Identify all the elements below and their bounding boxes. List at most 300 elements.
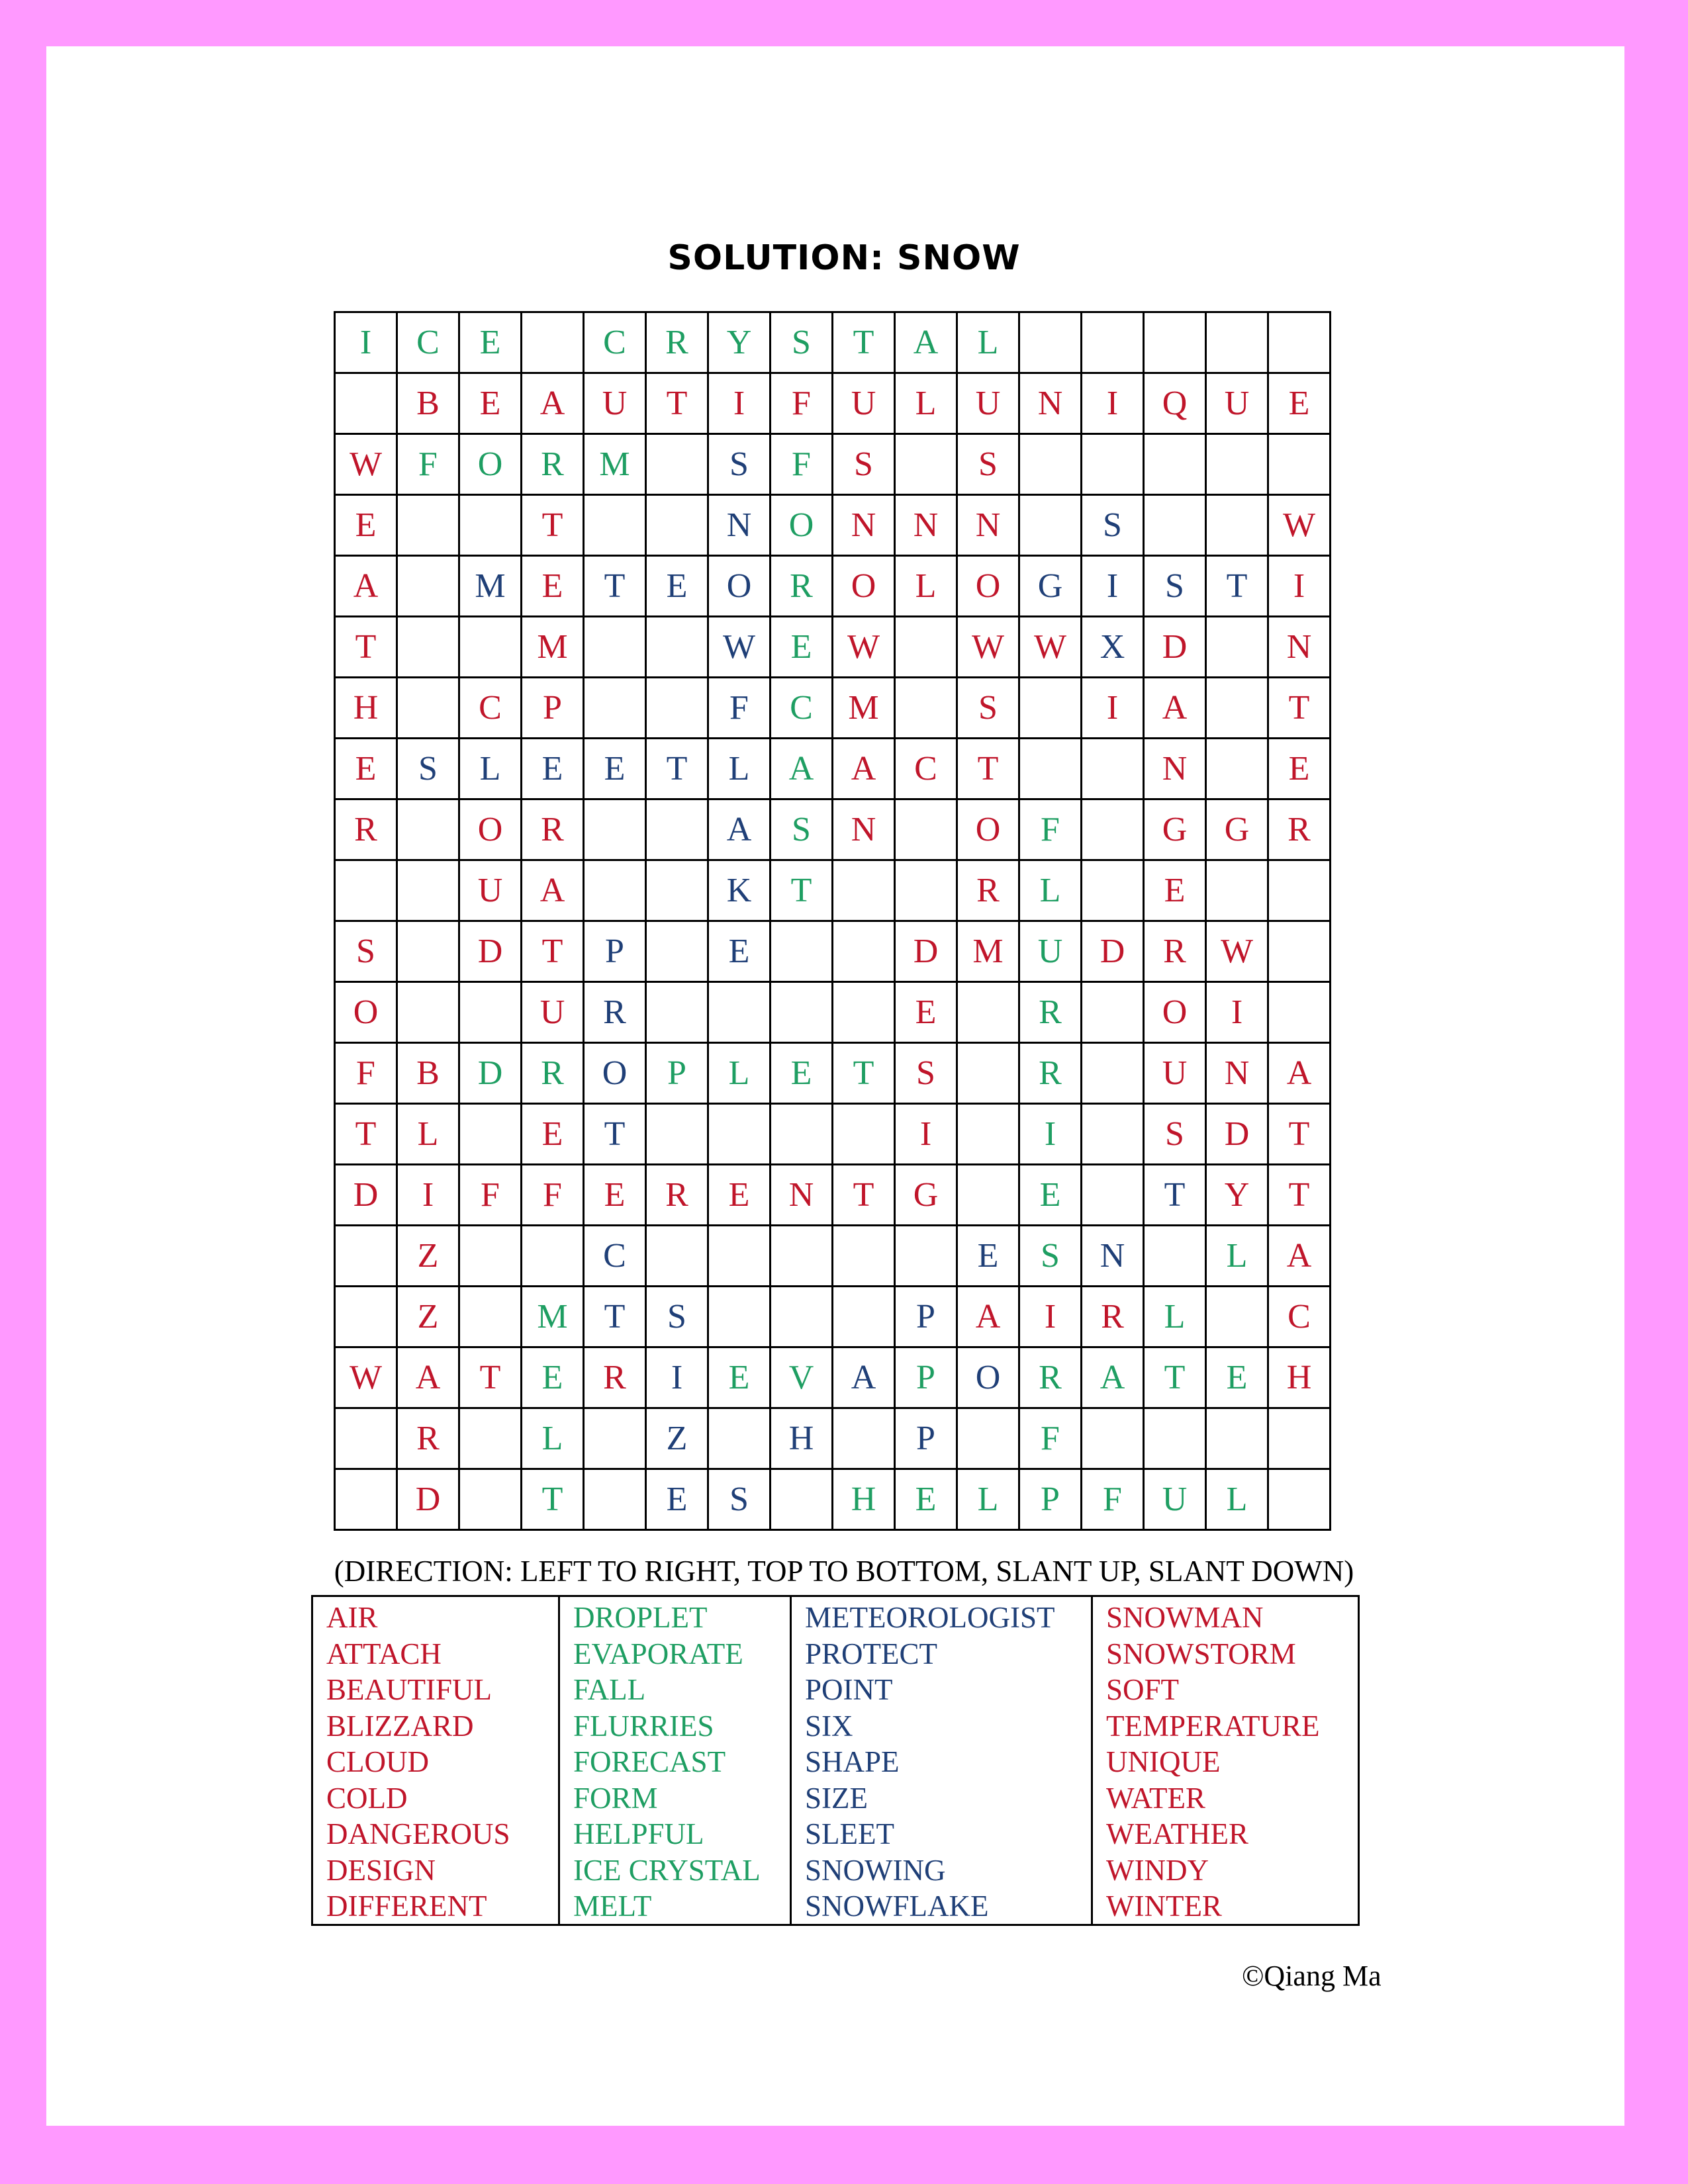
grid-row (335, 982, 1331, 1043)
grid-cell (1206, 739, 1268, 799)
grid-cell: S (335, 921, 397, 982)
grid-cell: D (1206, 1104, 1268, 1165)
word-bank-item: SNOWSTORM (1106, 1637, 1296, 1670)
grid-cell: A (957, 1287, 1019, 1347)
grid-cell: E (459, 312, 522, 373)
grid-cell (584, 1408, 646, 1469)
grid-cell: A (1268, 1226, 1331, 1287)
grid-cell: I (895, 1104, 957, 1165)
grid-cell: L (708, 1043, 771, 1104)
grid-cell: S (708, 434, 771, 495)
grid-cell (1144, 1226, 1206, 1287)
grid-cell: E (335, 495, 397, 556)
grid-cell (459, 1287, 522, 1347)
grid-cell: S (1144, 1104, 1206, 1165)
grid-cell (1206, 312, 1268, 373)
grid-cell (1268, 434, 1331, 495)
word-bank-item: SNOWFLAKE (805, 1889, 989, 1923)
word-bank-item: WINTER (1106, 1889, 1222, 1923)
grid-cell: F (397, 434, 459, 495)
grid-cell (335, 1469, 397, 1530)
grid-cell: C (584, 312, 646, 373)
word-bank-item: CLOUD (326, 1745, 429, 1778)
grid-cell: U (459, 860, 522, 921)
grid-cell: E (708, 1347, 771, 1408)
word-search-grid (334, 311, 1331, 1531)
grid-cell: F (335, 1043, 397, 1104)
grid-cell: O (459, 434, 522, 495)
grid-cell: L (957, 312, 1019, 373)
grid-cell: Z (646, 1408, 708, 1469)
grid-cell: A (895, 312, 957, 373)
grid-cell (1082, 434, 1144, 495)
grid-cell: O (957, 1347, 1019, 1408)
grid-cell: T (335, 1104, 397, 1165)
grid-row (335, 1226, 1331, 1287)
grid-cell (708, 1226, 771, 1287)
grid-cell (708, 1104, 771, 1165)
grid-cell (1206, 860, 1268, 921)
word-bank-item: MELT (573, 1889, 652, 1923)
grid-row (335, 312, 1331, 373)
grid-cell: S (1082, 495, 1144, 556)
grid-cell (459, 982, 522, 1043)
word-bank-item: SNOWMAN (1106, 1601, 1264, 1634)
grid-cell (459, 495, 522, 556)
grid-cell: E (708, 921, 771, 982)
grid-cell: R (584, 982, 646, 1043)
grid-cell: W (833, 617, 895, 678)
grid-cell (708, 1287, 771, 1347)
grid-cell: P (895, 1347, 957, 1408)
grid-cell: A (1082, 1347, 1144, 1408)
grid-cell (771, 1287, 833, 1347)
grid-cell: L (397, 1104, 459, 1165)
grid-cell: U (833, 373, 895, 434)
grid-cell (1206, 495, 1268, 556)
grid-row (335, 373, 1331, 434)
grid-cell (1144, 495, 1206, 556)
grid-cell: N (833, 495, 895, 556)
grid-cell: P (1019, 1469, 1082, 1530)
grid-row (335, 1287, 1331, 1347)
grid-cell (584, 678, 646, 739)
copyright: ©Qiang Ma (1242, 1960, 1382, 1992)
grid-cell (584, 617, 646, 678)
grid-cell (397, 860, 459, 921)
grid-cell (1082, 982, 1144, 1043)
grid-cell: U (584, 373, 646, 434)
grid-cell: W (335, 1347, 397, 1408)
grid-cell: M (522, 1287, 584, 1347)
grid-cell: E (522, 1104, 584, 1165)
grid-cell (1268, 921, 1331, 982)
word-bank-column (560, 1597, 792, 1924)
word-bank-item: DROPLET (573, 1601, 708, 1634)
grid-cell: F (771, 434, 833, 495)
grid-cell: T (957, 739, 1019, 799)
grid-cell (397, 678, 459, 739)
grid-cell: C (584, 1226, 646, 1287)
grid-cell (1206, 1408, 1268, 1469)
grid-cell: C (1268, 1287, 1331, 1347)
grid-cell: F (1082, 1469, 1144, 1530)
word-bank-item: HELPFUL (573, 1817, 704, 1850)
grid-row (335, 1469, 1331, 1530)
grid-cell: C (397, 312, 459, 373)
grid-cell: P (522, 678, 584, 739)
grid-cell: E (459, 373, 522, 434)
grid-cell: V (771, 1347, 833, 1408)
grid-cell: W (335, 434, 397, 495)
grid-cell: O (1144, 982, 1206, 1043)
grid-cell (895, 617, 957, 678)
word-bank-column (1093, 1597, 1358, 1924)
grid-cell: E (708, 1165, 771, 1226)
grid-cell: M (584, 434, 646, 495)
grid-cell: I (1268, 556, 1331, 617)
grid-row (335, 799, 1331, 860)
grid-cell: R (771, 556, 833, 617)
grid-cell: O (335, 982, 397, 1043)
grid-cell: T (584, 1287, 646, 1347)
grid-cell (1082, 1104, 1144, 1165)
grid-cell: T (522, 495, 584, 556)
grid-cell: D (459, 921, 522, 982)
grid-cell: Z (397, 1287, 459, 1347)
grid-cell (646, 678, 708, 739)
grid-row (335, 617, 1331, 678)
word-bank-item: SNOWING (805, 1853, 946, 1887)
grid-row (335, 556, 1331, 617)
grid-cell: O (833, 556, 895, 617)
grid-cell: D (459, 1043, 522, 1104)
grid-cell: S (833, 434, 895, 495)
grid-cell (895, 678, 957, 739)
grid-cell: I (1082, 678, 1144, 739)
grid-cell: O (584, 1043, 646, 1104)
grid-cell (1082, 799, 1144, 860)
grid-cell (584, 495, 646, 556)
grid-cell: A (397, 1347, 459, 1408)
grid-row (335, 1408, 1331, 1469)
grid-cell: L (895, 373, 957, 434)
direction-note: (DIRECTION: LEFT TO RIGHT, TOP TO BOTTOM, SLANT UP, SLANT DOWN) (334, 1555, 1354, 1588)
grid-cell: E (1019, 1165, 1082, 1226)
grid-cell: T (646, 739, 708, 799)
grid-cell (833, 1287, 895, 1347)
grid-cell: E (646, 1469, 708, 1530)
grid-cell: N (895, 495, 957, 556)
grid-row (335, 678, 1331, 739)
grid-cell (397, 921, 459, 982)
grid-cell (397, 556, 459, 617)
word-bank-item: ICE CRYSTAL (573, 1853, 761, 1887)
grid-cell: C (895, 739, 957, 799)
grid-cell: R (1019, 1043, 1082, 1104)
grid-cell: C (459, 678, 522, 739)
grid-cell: E (522, 1347, 584, 1408)
word-bank (311, 1595, 1360, 1926)
grid-cell: F (1019, 1408, 1082, 1469)
grid-cell: I (1082, 373, 1144, 434)
grid-cell (1268, 860, 1331, 921)
grid-cell: T (522, 921, 584, 982)
grid-cell: L (522, 1408, 584, 1469)
grid-cell: F (522, 1165, 584, 1226)
grid-cell (1144, 1408, 1206, 1469)
grid-cell (833, 860, 895, 921)
grid-cell: M (833, 678, 895, 739)
grid-cell: N (957, 495, 1019, 556)
grid-cell: N (833, 799, 895, 860)
grid-cell: T (1206, 556, 1268, 617)
word-bank-item: WATER (1106, 1781, 1205, 1815)
grid-cell: S (646, 1287, 708, 1347)
grid-cell (1082, 739, 1144, 799)
grid-cell: Y (1206, 1165, 1268, 1226)
grid-cell: E (1268, 739, 1331, 799)
grid-cell (1206, 678, 1268, 739)
grid-cell: R (1019, 982, 1082, 1043)
grid-cell: E (646, 556, 708, 617)
grid-cell (459, 1469, 522, 1530)
grid-cell: F (459, 1165, 522, 1226)
grid-cell (771, 1226, 833, 1287)
grid-cell: I (397, 1165, 459, 1226)
grid-cell (584, 799, 646, 860)
grid-cell: A (833, 739, 895, 799)
grid-cell: T (833, 1043, 895, 1104)
grid-cell: E (584, 1165, 646, 1226)
grid-row (335, 495, 1331, 556)
grid-cell (1144, 312, 1206, 373)
grid-cell: K (708, 860, 771, 921)
word-bank-item: FORM (573, 1781, 658, 1815)
word-bank-item: DESIGN (326, 1853, 436, 1887)
grid-cell (895, 1226, 957, 1287)
grid-row (335, 860, 1331, 921)
grid-cell: A (335, 556, 397, 617)
grid-cell (459, 1104, 522, 1165)
grid-cell: I (646, 1347, 708, 1408)
grid-cell: Q (1144, 373, 1206, 434)
grid-cell: U (1144, 1469, 1206, 1530)
grid-cell (1082, 1165, 1144, 1226)
grid-cell: I (1019, 1104, 1082, 1165)
grid-cell (1082, 312, 1144, 373)
grid-cell: S (957, 434, 1019, 495)
grid-cell: R (1144, 921, 1206, 982)
grid-cell: T (1268, 678, 1331, 739)
grid-cell: S (708, 1469, 771, 1530)
grid-cell: A (522, 373, 584, 434)
word-bank-column (792, 1597, 1093, 1924)
grid-cell: D (895, 921, 957, 982)
grid-cell: D (397, 1469, 459, 1530)
grid-cell: X (1082, 617, 1144, 678)
word-bank-item: SIX (805, 1709, 853, 1743)
grid-cell (1082, 1043, 1144, 1104)
grid-cell: N (1082, 1226, 1144, 1287)
grid-row (335, 434, 1331, 495)
grid-cell (771, 982, 833, 1043)
grid-cell: P (646, 1043, 708, 1104)
grid-cell (957, 1104, 1019, 1165)
grid-cell: L (895, 556, 957, 617)
grid-cell: O (957, 556, 1019, 617)
grid-cell: B (397, 373, 459, 434)
word-bank-item: SLEET (805, 1817, 894, 1850)
grid-cell: O (957, 799, 1019, 860)
grid-cell (771, 921, 833, 982)
grid-cell (646, 434, 708, 495)
grid-cell: A (1268, 1043, 1331, 1104)
grid-cell: T (584, 556, 646, 617)
grid-cell: U (1144, 1043, 1206, 1104)
grid-cell (771, 1104, 833, 1165)
word-bank-item: SOFT (1106, 1673, 1180, 1706)
grid-cell: A (522, 860, 584, 921)
word-bank-item: POINT (805, 1673, 893, 1706)
grid-cell (895, 799, 957, 860)
grid-cell: H (335, 678, 397, 739)
grid-cell (522, 312, 584, 373)
grid-row (335, 921, 1331, 982)
grid-cell: A (1144, 678, 1206, 739)
grid-cell: W (1019, 617, 1082, 678)
grid-cell: T (459, 1347, 522, 1408)
grid-cell: T (1144, 1347, 1206, 1408)
grid-cell: R (1268, 799, 1331, 860)
grid-cell: R (957, 860, 1019, 921)
grid-cell: O (708, 556, 771, 617)
word-bank-item: DANGEROUS (326, 1817, 510, 1850)
grid-cell (1082, 860, 1144, 921)
grid-cell: E (1206, 1347, 1268, 1408)
word-bank-column (313, 1597, 560, 1924)
grid-cell (1268, 1408, 1331, 1469)
grid-cell: T (771, 860, 833, 921)
grid-cell: E (335, 739, 397, 799)
grid-cell: A (708, 799, 771, 860)
grid-cell (895, 860, 957, 921)
word-bank-item: SHAPE (805, 1745, 900, 1778)
grid-cell: M (957, 921, 1019, 982)
grid-cell: L (459, 739, 522, 799)
grid-cell (957, 982, 1019, 1043)
word-bank-item: TEMPERATURE (1106, 1709, 1320, 1743)
grid-cell (335, 1226, 397, 1287)
grid-cell (833, 1104, 895, 1165)
grid-cell: T (335, 617, 397, 678)
grid-cell (1268, 1469, 1331, 1530)
grid-cell: L (1144, 1287, 1206, 1347)
grid-cell: E (522, 739, 584, 799)
grid-cell: G (1019, 556, 1082, 617)
grid-cell (833, 921, 895, 982)
grid-cell: T (646, 373, 708, 434)
grid-cell (397, 799, 459, 860)
word-bank-item: BLIZZARD (326, 1709, 474, 1743)
grid-cell (335, 1408, 397, 1469)
grid-cell: S (957, 678, 1019, 739)
grid-cell: N (1144, 739, 1206, 799)
grid-cell: O (771, 495, 833, 556)
grid-cell (1268, 312, 1331, 373)
grid-cell: R (335, 799, 397, 860)
grid-cell (646, 1226, 708, 1287)
grid-cell: G (1144, 799, 1206, 860)
grid-cell: R (646, 312, 708, 373)
grid-cell (646, 1104, 708, 1165)
grid-cell (1144, 434, 1206, 495)
grid-cell: S (397, 739, 459, 799)
word-bank-item: BEAUTIFUL (326, 1673, 492, 1706)
grid-cell (708, 982, 771, 1043)
word-bank-item: PROTECT (805, 1637, 938, 1670)
grid-cell (646, 921, 708, 982)
word-bank-item: UNIQUE (1106, 1745, 1221, 1778)
grid-cell: C (771, 678, 833, 739)
grid-cell (895, 434, 957, 495)
grid-cell: E (895, 1469, 957, 1530)
grid-cell (646, 860, 708, 921)
grid-cell: U (957, 373, 1019, 434)
grid-cell: T (1268, 1104, 1331, 1165)
grid-cell: L (1019, 860, 1082, 921)
word-bank-item: FORECAST (573, 1745, 726, 1778)
grid-row (335, 739, 1331, 799)
grid-cell: T (584, 1104, 646, 1165)
grid-cell (771, 1469, 833, 1530)
grid-cell (957, 1408, 1019, 1469)
grid-cell (1019, 678, 1082, 739)
grid-cell (397, 982, 459, 1043)
grid-cell: T (833, 312, 895, 373)
grid-cell: U (522, 982, 584, 1043)
grid-cell: D (335, 1165, 397, 1226)
grid-cell: Y (708, 312, 771, 373)
grid-cell: E (957, 1226, 1019, 1287)
grid-cell (646, 982, 708, 1043)
grid-cell: P (895, 1408, 957, 1469)
grid-cell: I (335, 312, 397, 373)
grid-cell: I (708, 373, 771, 434)
grid-cell: E (895, 982, 957, 1043)
grid-cell: H (771, 1408, 833, 1469)
word-bank-item: FALL (573, 1673, 646, 1706)
word-bank-item: COLD (326, 1781, 408, 1815)
grid-cell: M (459, 556, 522, 617)
page-title: SOLUTION: SNOW (667, 238, 1021, 278)
grid-cell: R (584, 1347, 646, 1408)
grid-cell: F (708, 678, 771, 739)
grid-cell (397, 617, 459, 678)
grid-cell (1019, 739, 1082, 799)
grid-cell (335, 1287, 397, 1347)
grid-cell: I (1082, 556, 1144, 617)
grid-cell: U (1206, 373, 1268, 434)
grid-cell: R (522, 1043, 584, 1104)
grid-cell (708, 1408, 771, 1469)
word-bank-item: SIZE (805, 1781, 868, 1815)
grid-cell: L (957, 1469, 1019, 1530)
grid-cell: R (1082, 1287, 1144, 1347)
grid-cell: W (1206, 921, 1268, 982)
word-bank-item: METEOROLOGIST (805, 1601, 1055, 1634)
grid-cell: S (1144, 556, 1206, 617)
